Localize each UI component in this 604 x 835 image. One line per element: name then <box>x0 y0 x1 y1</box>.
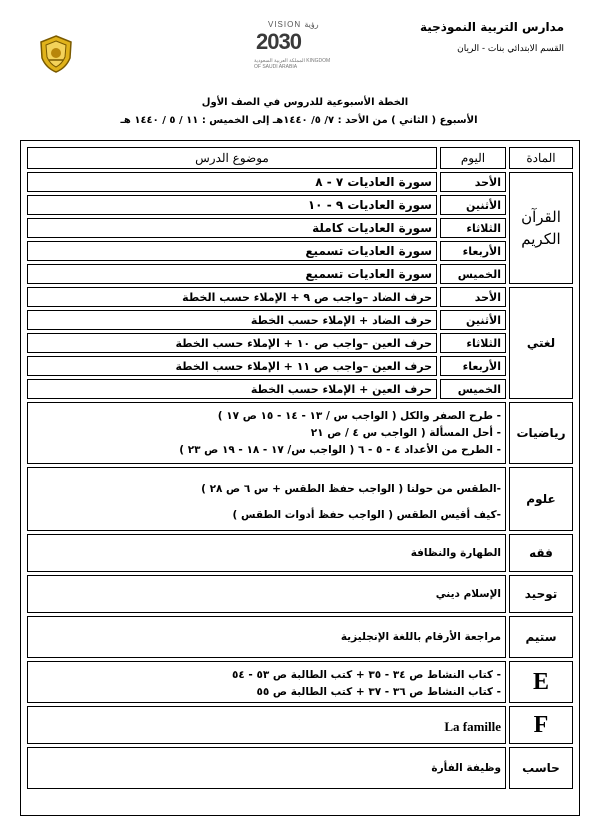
lesson-cell: سورة العاديات ٧ - ٨ <box>27 172 437 192</box>
lesson-line: -كيف أقيس الطقس ( الواجب حفظ أدوات الطقس ) <box>232 509 501 521</box>
lesson-cell: الإسلام ديني <box>27 575 506 613</box>
vision-2030-logo <box>246 20 334 70</box>
day-cell: الثلاثاء <box>440 333 506 353</box>
day-cell: الثلاثاء <box>440 218 506 238</box>
week-range: الأسبوع ( الثاني ) من الأحد : ٧/ ٥/ ١٤٤٠هـ إلى الخميس : ١١ / ٥ / ١٤٤٠ هـ <box>120 115 478 126</box>
table-row <box>27 534 573 572</box>
subject-french: F <box>509 706 573 744</box>
english-lessons <box>27 661 506 703</box>
lesson-cell: La famille <box>27 706 506 744</box>
header-subject: المادة <box>509 147 573 169</box>
school-emblem-icon <box>36 34 76 74</box>
day-cell: الخميس <box>440 264 506 284</box>
header-day: اليوم <box>440 147 506 169</box>
table-row <box>27 616 573 658</box>
day-cell: الأحد <box>440 287 506 307</box>
weekly-plan-table <box>24 144 576 792</box>
lesson-cell: حرف الضاد + الإملاء حسب الخطة <box>27 310 437 330</box>
lesson-line: - كتاب النشاط ص ٣٦ - ٣٧ + كتب الطالبة ص ٥٥ <box>256 685 501 698</box>
vision-word: VISION رؤية <box>268 20 319 29</box>
subject-computer: حاسب <box>509 747 573 789</box>
header-topic: موضوع الدرس <box>27 147 437 169</box>
day-cell: الخميس <box>440 379 506 399</box>
department-name: القسم الابتدائي بنات - الريان <box>457 44 564 54</box>
lesson-cell: سورة العاديات تسميع <box>27 241 437 261</box>
vision-year: 2030 <box>256 29 301 54</box>
subject-tawheed: توحيد <box>509 575 573 613</box>
day-cell: الأربعاء <box>440 356 506 376</box>
school-name: مدارس التربية النموذجية <box>419 20 564 34</box>
subject-science: علوم <box>509 467 573 531</box>
day-cell: الأربعاء <box>440 241 506 261</box>
table-row <box>27 356 573 376</box>
lesson-cell: سورة العاديات ٩ - ١٠ <box>27 195 437 215</box>
day-cell: الأثنين <box>440 310 506 330</box>
lesson-cell: سورة العاديات تسميع <box>27 264 437 284</box>
table-row <box>27 218 573 238</box>
subject-stem: ستيم <box>509 616 573 658</box>
day-cell: الأثنين <box>440 195 506 215</box>
subject-fiqh: فقه <box>509 534 573 572</box>
table-row <box>27 575 573 613</box>
lesson-line: - كتاب النشاط ص ٣٤ - ٣٥ + كتب الطالبة ص ٥٣ - ٥٤ <box>231 668 501 681</box>
lesson-cell: وظيفة الفأرة <box>27 747 506 789</box>
lesson-line: - الطرح من الأعداد ٤ - ٥ - ٦ ( الواجب س/ ١٧ - ١٨ - ١٩ ص ٢٣ ) <box>179 443 501 456</box>
subject-quran: القرآن الكريم <box>509 172 573 284</box>
lesson-cell: سورة العاديات كاملة <box>27 218 437 238</box>
subject-math: رياضيات <box>509 402 573 464</box>
table-row <box>27 264 573 284</box>
science-lessons <box>27 467 506 531</box>
lesson-line: -الطقس من حولنا ( الواجب حفظ الطقس + س ٦ ص ٢٨ ) <box>201 483 501 495</box>
table-row <box>27 310 573 330</box>
table-row <box>27 333 573 353</box>
table-row <box>27 379 573 399</box>
lesson-cell: حرف العين + الإملاء حسب الخطة <box>27 379 437 399</box>
subject-lughati: لغتي <box>509 287 573 399</box>
math-lessons <box>27 402 506 464</box>
lesson-cell: الطهارة والنظافة <box>27 534 506 572</box>
table-row <box>27 747 573 789</box>
subject-english: E <box>509 661 573 703</box>
table-row <box>27 467 573 531</box>
table-row <box>27 661 573 703</box>
lesson-cell: مراجعة الأرقام باللغة الإنجليزية <box>27 616 506 658</box>
lesson-cell: حرف العين –واجب ص ١٠ + الإملاء حسب الخطة <box>27 333 437 353</box>
plan-title: الخطة الأسبوعية للدروس في الصف الأول <box>201 97 409 108</box>
table-row <box>27 402 573 464</box>
lesson-cell: حرف العين –واجب ص ١١ + الإملاء حسب الخطة <box>27 356 437 376</box>
table-row <box>27 287 573 307</box>
table-row <box>27 172 573 192</box>
lesson-line: - طرح الصفر والكل ( الواجب س / ١٣ - ١٤ - ١٥ ص ١٧ ) <box>217 409 501 422</box>
table-row <box>27 195 573 215</box>
lesson-line: - أحل المسألة ( الواجب س ٤ / ص ٢١ <box>310 426 501 439</box>
day-cell: الأحد <box>440 172 506 192</box>
table-row <box>27 706 573 744</box>
table-row <box>27 241 573 261</box>
vision-subtitle: المملكة العربية السعودية KINGDOM OF SAUDI ARABIA <box>254 58 331 70</box>
table-header-row <box>27 147 573 169</box>
lesson-cell: حرف الضاد –واجب ص ٩ + الإملاء حسب الخطة <box>27 287 437 307</box>
